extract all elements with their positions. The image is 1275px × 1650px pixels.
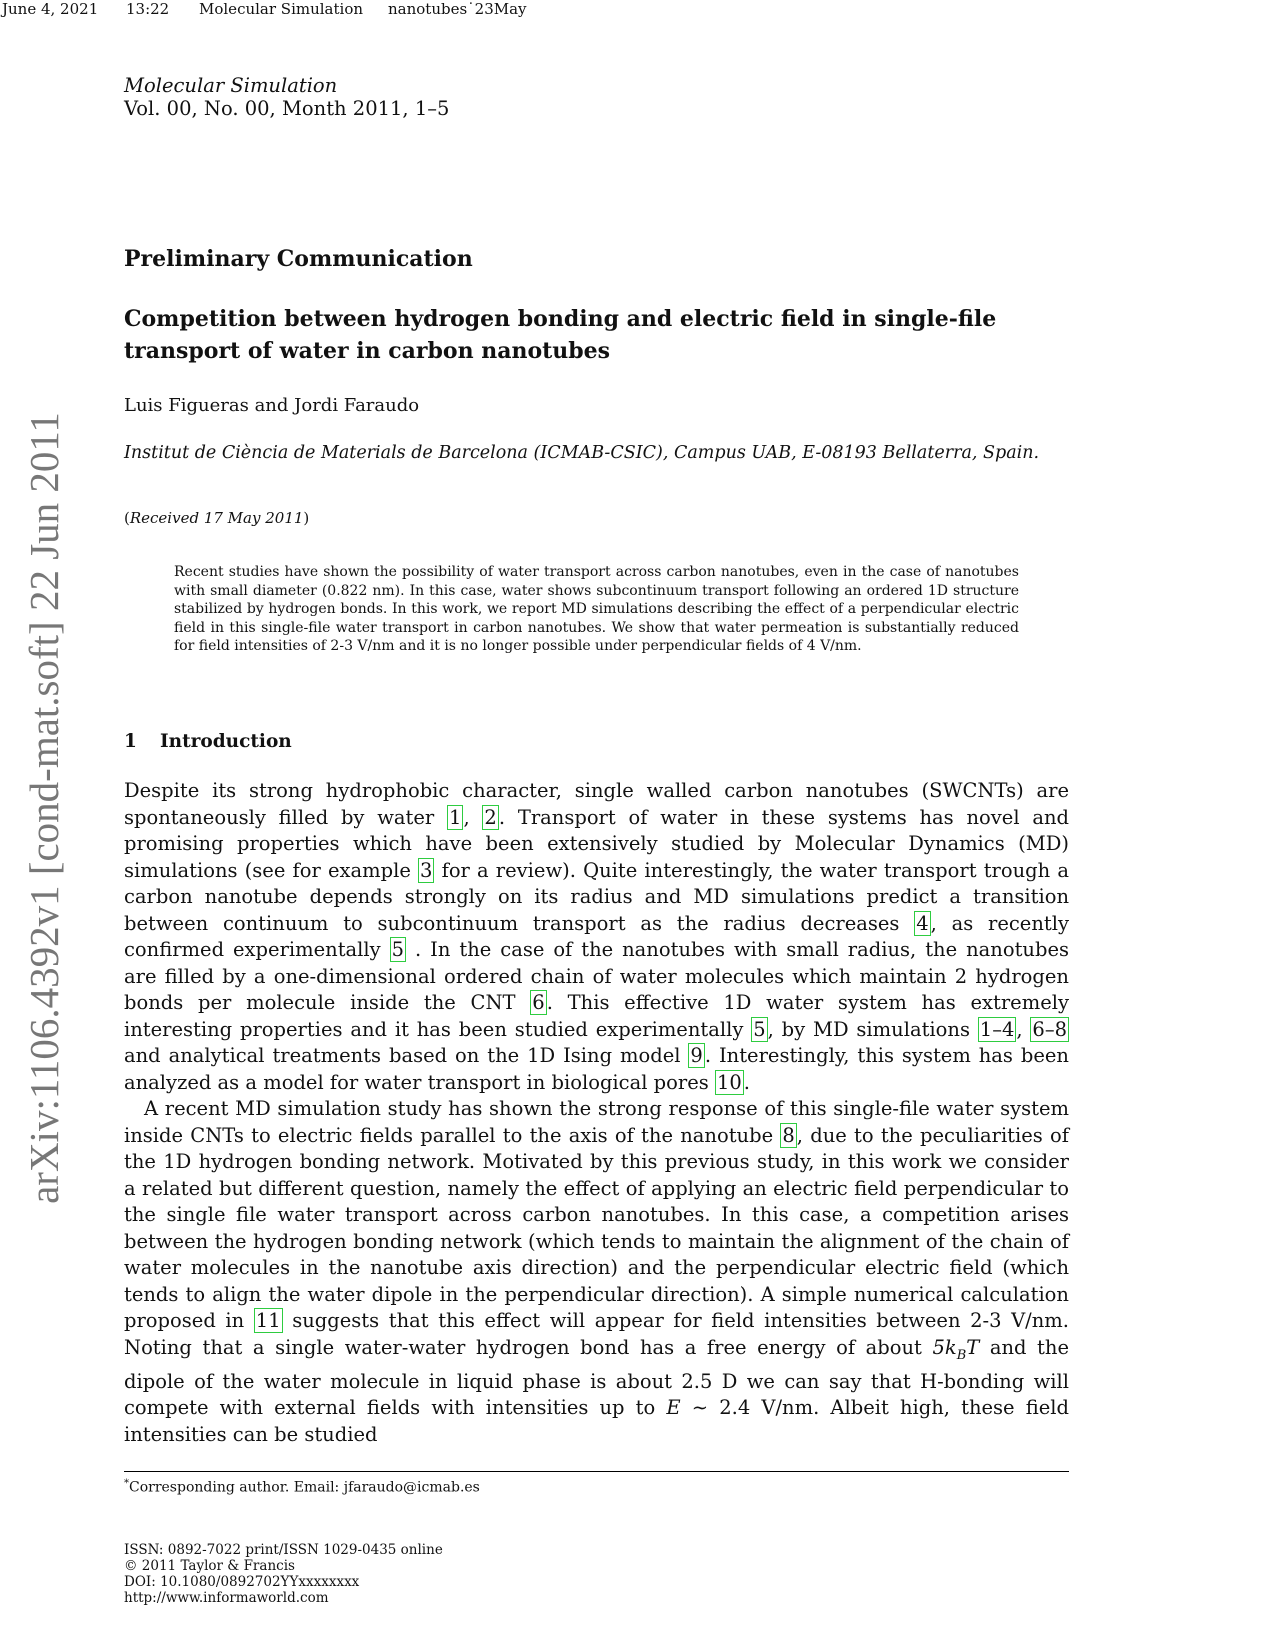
citation-link[interactable]: 6–8 (1032, 1017, 1067, 1041)
affiliation: Institut de Ciència de Materials de Barcelona (ICMAB-CSIC), Campus UAB, E-08193 Bellaterra, Spain. (124, 443, 1040, 463)
citation-link[interactable]: 5 (753, 1017, 766, 1041)
received-label: Received 17 May 2011 (129, 509, 304, 527)
citation-link[interactable]: 3 (420, 858, 433, 882)
header-time: 13:22 (126, 0, 170, 18)
footnote-rule (124, 1471, 1069, 1472)
article-type: Preliminary Communication (124, 246, 473, 272)
citation-link[interactable]: 5 (391, 938, 405, 961)
header-journal: Molecular Simulation (199, 0, 364, 18)
math-kbt: $5k_BT$ (932, 1335, 980, 1363)
abstract: Recent studies have shown the possibility of water transport across carbon nanotubes, even in the case of nanotubes with small diameter (0.822 nm). In this case, water shows subcontinuum transport following an ordered 1D structure stabilized by hydrogen bonds. In this work, we report MD simulations describing the effect of a perpendicular electric field in this single-file water transport in carbon nanotubes. We show that water permeation is substantially reduced for field intensities of 2-3 V/nm and it is no longer possible under perpendicular fields of 4 V/nm. (174, 564, 1019, 654)
journal-info (124, 74, 449, 120)
citation-link[interactable]: 9 (690, 1044, 703, 1067)
citation-link[interactable]: 8 (782, 1123, 795, 1147)
footnote-marker: * (124, 1478, 129, 1489)
citation-link[interactable]: 1–4 (979, 1017, 1015, 1041)
section-heading (124, 731, 292, 752)
doi-line: DOI: 10.1080/0892702YYxxxxxxxx (124, 1574, 360, 1590)
issn-line: ISSN: 0892-7022 print/ISSN 1029-0435 online (124, 1542, 443, 1558)
citation-link[interactable]: 10 (716, 1070, 742, 1094)
authors: Luis Figueras and Jordi Faraudo (124, 395, 420, 416)
url-line[interactable]: http://www.informaworld.com (124, 1590, 329, 1606)
citation-link[interactable]: 6 (532, 991, 545, 1014)
copyright-line: © 2011 Taylor & Francis (124, 1558, 295, 1574)
section-number: 1 (124, 731, 137, 752)
paragraph-2: A recent MD simulation study has shown the strong response of this single-file water system inside CNTs to electric fields parallel to the axis of the nanotube 8 , due to the peculiarities of the 1D hydrogen bonding network. Motivated by this previous study, in this work we consider a related but different question, namely the effect of applying an electric field perpendicular to the single file water transport across carbon nanotubes. In this case, a competition arises between the hydrogen bonding network (which tends to maintain the alignment of the chain of water molecules in the nanotube axis direction) and the perpendicular electric field (which tends to align the water dipole in the perpendicular direction). A simple numerical calculation proposed in 11 suggests that this effect will appear for field intensities between 2-3 V/nm. Noting that a single water-water hydrogen bond has a free energy of about $5k_BT$ and the dipole of the water molecule in liquid phase is about 2.5 D we can say that H-bonding will compete with external fields with intensities up to E ∼ 2.4 V/nm. Albeit high, these field intensities can be studied (124, 1097, 1069, 1446)
header-date: June 4, 2021 (2, 0, 99, 18)
citation-link[interactable]: 1 (449, 805, 462, 829)
footnote-text: Corresponding author. Email: jfaraudo@icmab.es (129, 1479, 480, 1496)
citation-link[interactable]: 2 (484, 805, 497, 829)
header-file: nanotubes˙23May (388, 0, 527, 18)
issn-block (124, 1542, 443, 1606)
footnote (124, 1478, 480, 1496)
arxiv-stamp: arXiv:1106.4392v1 [cond-mat.soft] 22 Jun 2011 (21, 412, 67, 1204)
citation-link[interactable]: 11 (255, 1309, 281, 1332)
section-title: Introduction (160, 731, 292, 752)
body-text (124, 778, 1069, 1448)
paragraph-1: Despite its strong hydrophobic character, single walled carbon nanotubes (SWCNTs) are spontaneously filled by water 1 , 2 . Transport of water in these systems has novel and promising properties which have been extensively studied by Molecular Dynamics (MD) simulations (see for example 3 for a review). Quite interestingly, the water transport trough a carbon nanotube depends strongly on its radius and MD simulations predict a transition between continuum to subcontinuum transport as the radius decreases 4 , as recently confirmed experimentally 5 . In the case of the nanotubes with small radius, the nanotubes are filled by a one-dimensional ordered chain of water molecules which maintain 2 hydrogen bonds per molecule inside the CNT 6 . This effective 1D water system has extremely interesting properties and it has been studied experimentally 5 , by MD simulations 1–4 , 6–8 and analytical treatments based on the 1D Ising model 9 . Interestingly, this system has been analyzed as a model for water transport in biological pores 10 . (124, 779, 1069, 1094)
citation-link[interactable]: 4 (916, 911, 929, 935)
paper-title: Competition between hydrogen bonding and electric field in single-file transport of water in carbon nanotubes (124, 306, 997, 364)
math-e: E (666, 1396, 681, 1420)
journal-volume: Vol. 00, No. 00, Month 2011, 1–5 (124, 97, 450, 120)
received-date: (Received 17 May 2011) (124, 509, 310, 527)
journal-name: Molecular Simulation (124, 74, 338, 97)
